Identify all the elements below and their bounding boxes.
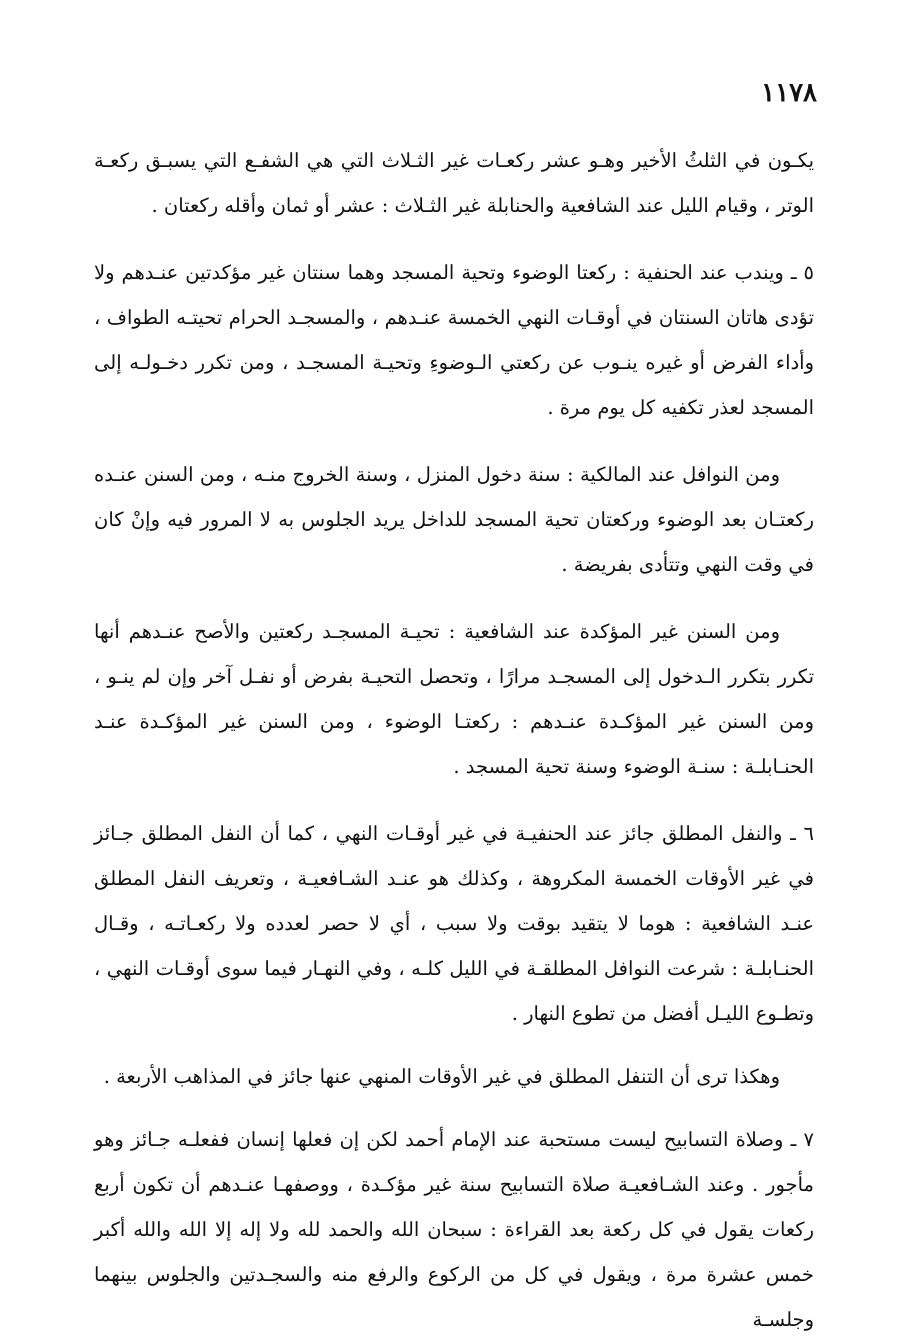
paragraph-witr-continuation: يكـون في الثلثُ الأخير وهـو عشر ركعـات غير الثـلاث التي هي الشفـع التي يسبـق ركعـة الوتر ، وقيام الليل عند الشافعية والحنابلة غير الثـلاث : عشر أو ثمان وأقله ركعتان . xyxy=(94,149,814,217)
paragraph-6-nafl-mutlaq: ٦ ـ والنفل المطلق جائز عند الحنفيـة في غير أوقـات النهي ، كما أن النفل المطلق جـائز في غير الأوقات الخمسة المكروهة ، وكذلك هو عنـد الشـافعيـة ، وتعريف النفل المطلق عنـد الشافعية : هوما لا يتقيد بوقت ولا سبب ، أي لا حصر لعدده ولا ركعـاتـه ، وقـال الحنـابلـة : شرعت النوافل المطلقـة في الليل كلـه ، وفي النهـار فيما سوى أوقـات النهي ، وتطـوع الليـل أفضل من تطوع النهار . xyxy=(94,822,814,1025)
page-number: ١١٧٨ xyxy=(761,78,817,108)
paragraph-5-hanafi-tahiyyat: ٥ ـ ويندب عند الحنفية : ركعتا الوضوء وتحية المسجد وهما سنتان غير مؤكدتين عنـدهم ولا تؤدى هاتان السنتان في أوقـات النهي الخمسة عنـدهم ، والمسجـد الحرام تحيتـه الطواف ، وأداء الفرض أو غيره ينـوب عن ركعتي الـوضوءِ وتحيـة المسجـد ، ومن تكرر دخـولـه إلى المسجد لعذر تكفيه كل يوم مرة . xyxy=(94,261,814,419)
paragraph-summary: وهكذا ترى أن التنفل المطلق في غير الأوقات المنهي عنها جائز في المذاهب الأربعة . xyxy=(103,1065,780,1088)
page-body xyxy=(94,138,814,1339)
paragraph-shafii-sunan: ومن السنن غير المؤكدة عند الشافعية : تحيـة المسجـد ركعتين والأصح عنـدهم أنها تكرر بتكرر الـدخول إلى المسجـد مرارًا ، وتحصل التحيـة بفرض أو نفـل آخر وإن لم ينـو ، ومن السنن غير المؤكـدة عنـدهم : ركعتـا الوضوء ، ومن السنن غير المؤكـدة عنـد الحنـابلـة : سنـة الوضوء وسنة تحية المسجد . xyxy=(94,620,814,778)
paragraph-7-salat-tasabih: ٧ ـ وصلاة التسابيح ليست مستحبة عند الإمام أحمد لكن إن فعلها إنسان ففعلـه جـائز وهو مأجور . وعند الشـافعيـة صلاة التسابيح سنة غير مؤكـدة ، ووصفهـا عنـدهم أن تكون أربع ركعات يقول في كل ركعة بعد القراءة : سبحان الله والحمد لله ولا إله إلا الله والله أكبر خمس عشرة مرة ، ويقول في كل من الركوع والرفع منه والسجـدتين والجلوس بينهما وجلسـة xyxy=(94,1128,814,1331)
paragraph-maliki-nawafil: ومن النوافل عند المالكية : سنة دخول المنزل ، وسنة الخروج منـه ، ومن السنن عنـده ركعتـان بعد الوضوء وركعتان تحية المسجد للداخل يريد الجلوس به لا المرور فيه وإنْ كان في وقت النهي وتتأدى بفريضة . xyxy=(94,463,814,576)
